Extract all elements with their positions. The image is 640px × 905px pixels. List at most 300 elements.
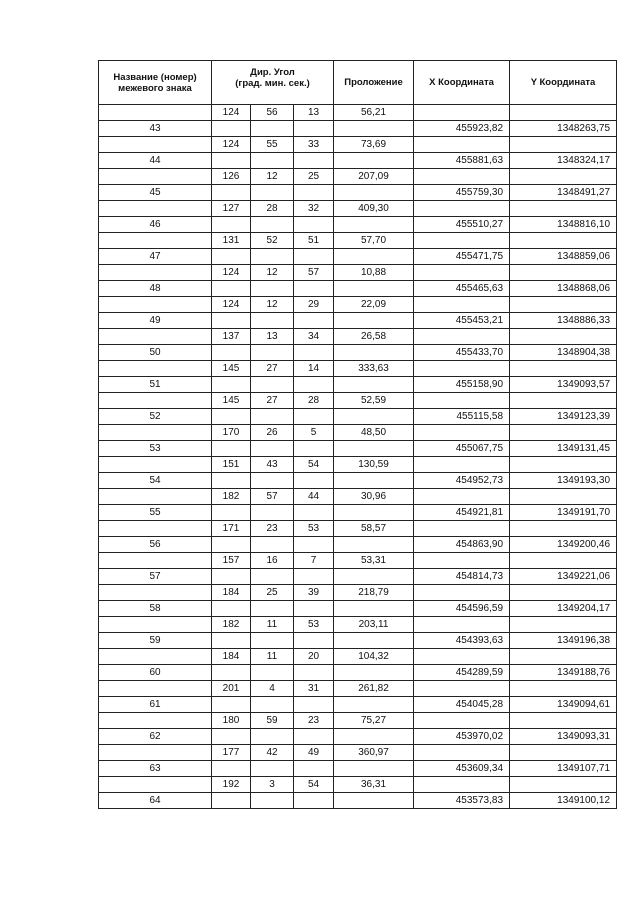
point-name-cell-empty xyxy=(99,137,212,153)
y-coordinate: 1348491,27 xyxy=(510,185,617,201)
angle-seconds: 57 xyxy=(294,265,334,281)
coordinates-sheet xyxy=(98,60,616,809)
angle-degrees-empty xyxy=(212,665,251,681)
angle-degrees-empty xyxy=(212,729,251,745)
angle-degrees-empty xyxy=(212,217,251,233)
x-coordinate-empty xyxy=(414,201,510,217)
point-name-cell-empty xyxy=(99,713,212,729)
segment-row xyxy=(99,297,617,313)
x-coordinate: 455115,58 xyxy=(414,409,510,425)
segment-distance-empty xyxy=(334,345,414,361)
angle-seconds-empty xyxy=(294,537,334,553)
angle-degrees: 145 xyxy=(212,393,251,409)
angle-seconds-empty xyxy=(294,313,334,329)
x-coordinate: 455510,27 xyxy=(414,217,510,233)
x-coordinate: 455471,75 xyxy=(414,249,510,265)
angle-degrees-empty xyxy=(212,505,251,521)
y-coordinate: 1349191,70 xyxy=(510,505,617,521)
segment-row xyxy=(99,745,617,761)
segment-distance: 73,69 xyxy=(334,137,414,153)
point-name: 54 xyxy=(99,473,212,489)
angle-seconds-empty xyxy=(294,505,334,521)
header-x-coordinate: X Координата xyxy=(414,61,510,105)
segment-row xyxy=(99,777,617,793)
y-coordinate: 1348324,17 xyxy=(510,153,617,169)
segment-row xyxy=(99,329,617,345)
angle-minutes-empty xyxy=(251,409,294,425)
x-coordinate-empty xyxy=(414,137,510,153)
header-y-coordinate: Y Координата xyxy=(510,61,617,105)
segment-distance-empty xyxy=(334,505,414,521)
point-name: 47 xyxy=(99,249,212,265)
x-coordinate-empty xyxy=(414,425,510,441)
segment-distance-empty xyxy=(334,761,414,777)
x-coordinate: 454814,73 xyxy=(414,569,510,585)
angle-minutes: 56 xyxy=(251,105,294,121)
angle-degrees: 184 xyxy=(212,585,251,601)
y-coordinate-empty xyxy=(510,457,617,473)
angle-minutes-empty xyxy=(251,441,294,457)
y-coordinate-empty xyxy=(510,105,617,121)
y-coordinate: 1349123,39 xyxy=(510,409,617,425)
angle-minutes-empty xyxy=(251,217,294,233)
point-name-cell-empty xyxy=(99,777,212,793)
angle-seconds: 53 xyxy=(294,617,334,633)
point-row xyxy=(99,729,617,745)
angle-minutes-empty xyxy=(251,729,294,745)
x-coordinate: 455067,75 xyxy=(414,441,510,457)
x-coordinate-empty xyxy=(414,553,510,569)
angle-minutes-empty xyxy=(251,345,294,361)
segment-distance: 75,27 xyxy=(334,713,414,729)
segment-distance: 360,97 xyxy=(334,745,414,761)
y-coordinate-empty xyxy=(510,169,617,185)
angle-seconds-empty xyxy=(294,121,334,137)
angle-seconds: 5 xyxy=(294,425,334,441)
point-row xyxy=(99,153,617,169)
point-name: 43 xyxy=(99,121,212,137)
point-name-cell-empty xyxy=(99,425,212,441)
x-coordinate-empty xyxy=(414,329,510,345)
angle-degrees-empty xyxy=(212,441,251,457)
point-row xyxy=(99,697,617,713)
point-name: 48 xyxy=(99,281,212,297)
angle-degrees: 171 xyxy=(212,521,251,537)
point-name-cell-empty xyxy=(99,489,212,505)
point-name: 57 xyxy=(99,569,212,585)
segment-row xyxy=(99,361,617,377)
angle-degrees-empty xyxy=(212,409,251,425)
y-coordinate: 1348859,06 xyxy=(510,249,617,265)
point-name-cell-empty xyxy=(99,393,212,409)
x-coordinate-empty xyxy=(414,777,510,793)
segment-row xyxy=(99,137,617,153)
y-coordinate-empty xyxy=(510,681,617,697)
angle-minutes-empty xyxy=(251,761,294,777)
y-coordinate-empty xyxy=(510,521,617,537)
point-name-cell-empty xyxy=(99,521,212,537)
angle-minutes-empty xyxy=(251,121,294,137)
point-row xyxy=(99,537,617,553)
angle-minutes: 59 xyxy=(251,713,294,729)
segment-distance-empty xyxy=(334,793,414,809)
angle-degrees-empty xyxy=(212,761,251,777)
angle-seconds-empty xyxy=(294,633,334,649)
angle-minutes: 16 xyxy=(251,553,294,569)
x-coordinate-empty xyxy=(414,713,510,729)
y-coordinate: 1349196,38 xyxy=(510,633,617,649)
segment-distance-empty xyxy=(334,537,414,553)
angle-minutes: 12 xyxy=(251,169,294,185)
angle-seconds: 20 xyxy=(294,649,334,665)
angle-minutes-empty xyxy=(251,793,294,809)
y-coordinate-empty xyxy=(510,585,617,601)
x-coordinate: 455759,30 xyxy=(414,185,510,201)
x-coordinate-empty xyxy=(414,521,510,537)
angle-degrees: 137 xyxy=(212,329,251,345)
angle-minutes: 12 xyxy=(251,297,294,313)
angle-degrees-empty xyxy=(212,345,251,361)
angle-degrees-empty xyxy=(212,537,251,553)
angle-seconds-empty xyxy=(294,185,334,201)
angle-degrees: 127 xyxy=(212,201,251,217)
segment-row xyxy=(99,425,617,441)
angle-degrees-empty xyxy=(212,633,251,649)
angle-degrees-empty xyxy=(212,121,251,137)
segment-row xyxy=(99,201,617,217)
angle-degrees: 124 xyxy=(212,265,251,281)
x-coordinate: 454596,59 xyxy=(414,601,510,617)
segment-distance-empty xyxy=(334,729,414,745)
y-coordinate-empty xyxy=(510,233,617,249)
x-coordinate: 454393,63 xyxy=(414,633,510,649)
x-coordinate: 453609,34 xyxy=(414,761,510,777)
angle-minutes-empty xyxy=(251,633,294,649)
point-row xyxy=(99,505,617,521)
y-coordinate: 1349094,61 xyxy=(510,697,617,713)
x-coordinate: 454952,73 xyxy=(414,473,510,489)
angle-degrees-empty xyxy=(212,601,251,617)
angle-minutes: 26 xyxy=(251,425,294,441)
angle-seconds-empty xyxy=(294,761,334,777)
segment-row xyxy=(99,553,617,569)
segment-distance-empty xyxy=(334,569,414,585)
point-name-cell-empty xyxy=(99,585,212,601)
point-name-cell-empty xyxy=(99,201,212,217)
x-coordinate: 455923,82 xyxy=(414,121,510,137)
angle-degrees: 177 xyxy=(212,745,251,761)
segment-row xyxy=(99,585,617,601)
angle-seconds: 13 xyxy=(294,105,334,121)
segment-distance: 104,32 xyxy=(334,649,414,665)
x-coordinate-empty xyxy=(414,105,510,121)
angle-seconds-empty xyxy=(294,793,334,809)
angle-seconds: 54 xyxy=(294,457,334,473)
angle-seconds: 14 xyxy=(294,361,334,377)
angle-minutes: 13 xyxy=(251,329,294,345)
angle-seconds-empty xyxy=(294,441,334,457)
point-name: 59 xyxy=(99,633,212,649)
angle-degrees: 151 xyxy=(212,457,251,473)
angle-degrees: 182 xyxy=(212,617,251,633)
angle-degrees-empty xyxy=(212,569,251,585)
segment-distance-empty xyxy=(334,697,414,713)
y-coordinate: 1349093,57 xyxy=(510,377,617,393)
table-header-row xyxy=(99,61,617,105)
y-coordinate-empty xyxy=(510,617,617,633)
segment-distance-empty xyxy=(334,217,414,233)
y-coordinate: 1349093,31 xyxy=(510,729,617,745)
segment-distance-empty xyxy=(334,153,414,169)
segment-distance: 58,57 xyxy=(334,521,414,537)
segment-row xyxy=(99,457,617,473)
point-name: 62 xyxy=(99,729,212,745)
angle-degrees-empty xyxy=(212,281,251,297)
x-coordinate: 455158,90 xyxy=(414,377,510,393)
point-name-cell-empty xyxy=(99,297,212,313)
point-row xyxy=(99,569,617,585)
point-name-cell-empty xyxy=(99,617,212,633)
segment-distance: 333,63 xyxy=(334,361,414,377)
angle-seconds-empty xyxy=(294,569,334,585)
y-coordinate: 1348904,38 xyxy=(510,345,617,361)
x-coordinate-empty xyxy=(414,681,510,697)
x-coordinate-empty xyxy=(414,393,510,409)
point-name: 46 xyxy=(99,217,212,233)
point-name-cell-empty xyxy=(99,745,212,761)
y-coordinate-empty xyxy=(510,745,617,761)
angle-seconds-empty xyxy=(294,729,334,745)
x-coordinate-empty xyxy=(414,457,510,473)
angle-minutes: 52 xyxy=(251,233,294,249)
angle-minutes-empty xyxy=(251,281,294,297)
angle-minutes: 27 xyxy=(251,361,294,377)
segment-row xyxy=(99,233,617,249)
point-name: 52 xyxy=(99,409,212,425)
point-row xyxy=(99,793,617,809)
point-row xyxy=(99,377,617,393)
angle-minutes: 43 xyxy=(251,457,294,473)
y-coordinate: 1348263,75 xyxy=(510,121,617,137)
x-coordinate-empty xyxy=(414,617,510,633)
point-name: 60 xyxy=(99,665,212,681)
y-coordinate-empty xyxy=(510,489,617,505)
angle-degrees: 170 xyxy=(212,425,251,441)
angle-degrees-empty xyxy=(212,473,251,489)
point-name-cell-empty xyxy=(99,233,212,249)
angle-seconds-empty xyxy=(294,665,334,681)
x-coordinate: 454045,28 xyxy=(414,697,510,713)
x-coordinate: 454921,81 xyxy=(414,505,510,521)
angle-seconds: 25 xyxy=(294,169,334,185)
x-coordinate-empty xyxy=(414,169,510,185)
angle-degrees-empty xyxy=(212,249,251,265)
point-row xyxy=(99,185,617,201)
segment-row xyxy=(99,169,617,185)
angle-seconds-empty xyxy=(294,697,334,713)
segment-distance: 261,82 xyxy=(334,681,414,697)
header-distance: Проложение xyxy=(334,61,414,105)
segment-distance-empty xyxy=(334,665,414,681)
angle-degrees: 201 xyxy=(212,681,251,697)
segment-distance-empty xyxy=(334,409,414,425)
angle-seconds: 34 xyxy=(294,329,334,345)
x-coordinate-empty xyxy=(414,265,510,281)
segment-distance: 48,50 xyxy=(334,425,414,441)
angle-degrees: 157 xyxy=(212,553,251,569)
header-direction-angle xyxy=(212,61,334,105)
segment-distance-empty xyxy=(334,473,414,489)
angle-degrees: 184 xyxy=(212,649,251,665)
point-row xyxy=(99,217,617,233)
point-name-cell-empty xyxy=(99,553,212,569)
y-coordinate: 1349200,46 xyxy=(510,537,617,553)
point-name: 64 xyxy=(99,793,212,809)
angle-minutes: 11 xyxy=(251,617,294,633)
angle-minutes-empty xyxy=(251,505,294,521)
y-coordinate: 1349107,71 xyxy=(510,761,617,777)
angle-degrees: 124 xyxy=(212,137,251,153)
segment-row xyxy=(99,681,617,697)
point-name: 51 xyxy=(99,377,212,393)
angle-seconds: 51 xyxy=(294,233,334,249)
segment-distance: 207,09 xyxy=(334,169,414,185)
segment-distance: 53,31 xyxy=(334,553,414,569)
segment-distance: 22,09 xyxy=(334,297,414,313)
angle-degrees: 124 xyxy=(212,105,251,121)
segment-row xyxy=(99,393,617,409)
point-name: 61 xyxy=(99,697,212,713)
y-coordinate-empty xyxy=(510,553,617,569)
point-name-cell-empty xyxy=(99,169,212,185)
angle-seconds: 28 xyxy=(294,393,334,409)
point-name-cell-empty xyxy=(99,361,212,377)
y-coordinate: 1349221,06 xyxy=(510,569,617,585)
angle-minutes-empty xyxy=(251,697,294,713)
segment-distance: 56,21 xyxy=(334,105,414,121)
point-name: 44 xyxy=(99,153,212,169)
point-name: 58 xyxy=(99,601,212,617)
angle-minutes: 42 xyxy=(251,745,294,761)
point-name: 63 xyxy=(99,761,212,777)
point-row xyxy=(99,441,617,457)
point-row xyxy=(99,761,617,777)
y-coordinate: 1349100,12 xyxy=(510,793,617,809)
point-name-cell-empty xyxy=(99,105,212,121)
angle-minutes: 25 xyxy=(251,585,294,601)
angle-minutes: 55 xyxy=(251,137,294,153)
x-coordinate-empty xyxy=(414,233,510,249)
angle-degrees: 126 xyxy=(212,169,251,185)
angle-degrees-empty xyxy=(212,153,251,169)
x-coordinate: 453573,83 xyxy=(414,793,510,809)
angle-seconds: 39 xyxy=(294,585,334,601)
x-coordinate: 454863,90 xyxy=(414,537,510,553)
angle-seconds: 33 xyxy=(294,137,334,153)
y-coordinate-empty xyxy=(510,137,617,153)
point-name: 56 xyxy=(99,537,212,553)
angle-minutes-empty xyxy=(251,153,294,169)
segment-distance-empty xyxy=(334,601,414,617)
angle-seconds: 54 xyxy=(294,777,334,793)
angle-seconds: 53 xyxy=(294,521,334,537)
point-name: 45 xyxy=(99,185,212,201)
angle-seconds: 23 xyxy=(294,713,334,729)
x-coordinate: 453970,02 xyxy=(414,729,510,745)
angle-minutes: 23 xyxy=(251,521,294,537)
angle-minutes-empty xyxy=(251,313,294,329)
segment-distance-empty xyxy=(334,633,414,649)
x-coordinate-empty xyxy=(414,649,510,665)
segment-row xyxy=(99,713,617,729)
segment-row xyxy=(99,489,617,505)
angle-seconds-empty xyxy=(294,249,334,265)
point-name-cell-empty xyxy=(99,457,212,473)
point-row xyxy=(99,601,617,617)
segment-distance-empty xyxy=(334,313,414,329)
x-coordinate: 454289,59 xyxy=(414,665,510,681)
segment-distance: 36,31 xyxy=(334,777,414,793)
x-coordinate: 455453,21 xyxy=(414,313,510,329)
segment-distance-empty xyxy=(334,441,414,457)
point-row xyxy=(99,633,617,649)
segment-distance: 57,70 xyxy=(334,233,414,249)
x-coordinate: 455881,63 xyxy=(414,153,510,169)
point-row xyxy=(99,121,617,137)
y-coordinate-empty xyxy=(510,649,617,665)
segment-row xyxy=(99,265,617,281)
angle-minutes: 57 xyxy=(251,489,294,505)
y-coordinate-empty xyxy=(510,425,617,441)
angle-seconds: 7 xyxy=(294,553,334,569)
angle-seconds-empty xyxy=(294,473,334,489)
point-name-cell-empty xyxy=(99,681,212,697)
point-name: 55 xyxy=(99,505,212,521)
angle-degrees-empty xyxy=(212,377,251,393)
angle-seconds-empty xyxy=(294,153,334,169)
header-angle-units: (град. мин. сек.) xyxy=(235,78,310,89)
segment-distance-empty xyxy=(334,377,414,393)
segment-distance: 409,30 xyxy=(334,201,414,217)
point-row xyxy=(99,249,617,265)
segment-distance: 203,11 xyxy=(334,617,414,633)
point-name-cell-empty xyxy=(99,329,212,345)
point-name-cell-empty xyxy=(99,649,212,665)
segment-distance: 218,79 xyxy=(334,585,414,601)
x-coordinate: 455465,63 xyxy=(414,281,510,297)
angle-minutes-empty xyxy=(251,473,294,489)
segment-distance-empty xyxy=(334,121,414,137)
segment-row xyxy=(99,521,617,537)
x-coordinate-empty xyxy=(414,745,510,761)
point-row xyxy=(99,665,617,681)
y-coordinate-empty xyxy=(510,393,617,409)
angle-seconds-empty xyxy=(294,409,334,425)
y-coordinate-empty xyxy=(510,713,617,729)
x-coordinate-empty xyxy=(414,585,510,601)
segment-distance: 130,59 xyxy=(334,457,414,473)
segment-row xyxy=(99,617,617,633)
header-angle-title: Дир. Угол xyxy=(250,67,295,78)
header-point-name: Название (номер) межевого знака xyxy=(99,61,212,105)
angle-seconds: 31 xyxy=(294,681,334,697)
y-coordinate: 1349131,45 xyxy=(510,441,617,457)
angle-degrees: 182 xyxy=(212,489,251,505)
angle-degrees: 180 xyxy=(212,713,251,729)
angle-minutes-empty xyxy=(251,601,294,617)
angle-seconds-empty xyxy=(294,281,334,297)
segment-distance-empty xyxy=(334,249,414,265)
